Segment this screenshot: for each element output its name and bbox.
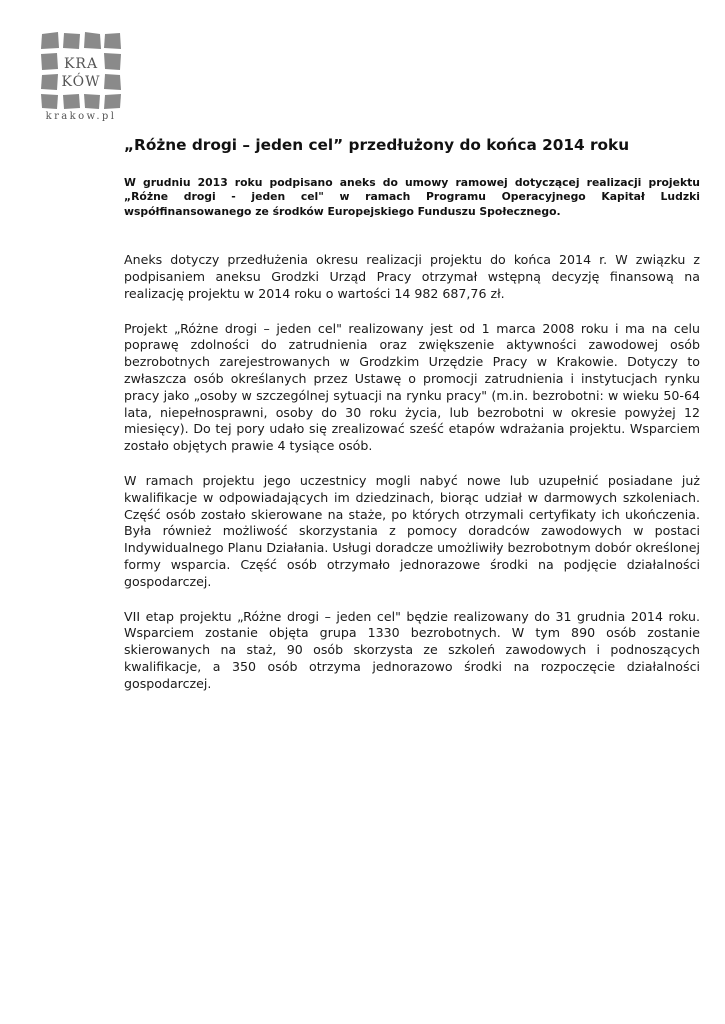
logo-text-line1: KRA bbox=[63, 56, 99, 72]
article-paragraph-4: VII etap projektu „Różne drogi – jeden cel" będzie realizowany do 31 grudnia 2014 roku. Wsparciem zostanie objęta grupa 1330 bezrobotnych. W tym 890 osób zostanie skierowanych na staż, 90 osób skorzysta ze szkoleń zawodowych i podnoszących kwalifikacje, a 350 osób otrzyma jednorazowo środki na rozpoczęcie działalności gospodarczej. bbox=[124, 608, 700, 691]
article-paragraph-2: Projekt „Różne drogi – jeden cel" realizowany jest od 1 marca 2008 roku i ma na celu poprawę zdolności do zatrudnienia oraz zwiększenie aktywności zawodowej osób bezrobotnych zarejestrowanych w Grodzkim Urzędzie Pracy w Krakowie. Dotyczy to zwłaszcza osób określanych przez Ustawę o promocji zatrudnienia i instytucjach rynku pracy jako „osoby w szczególnej sytuacji na rynku pracy" (m.in. bezrobotni: w wieku 50-64 lata, niepełnosprawni, osoby do 30 roku życia, lub bezrobotni w okresie powyżej 12 miesięcy). Do tej pory udało się zrealizować sześć etapów wdrażania projektu. Wsparciem zostało objętych prawie 4 tysiące osób. bbox=[124, 320, 700, 454]
logo-caption: krakow.pl bbox=[45, 111, 117, 122]
article bbox=[124, 134, 700, 711]
article-title: „Różne drogi – jeden cel” przedłużony do końca 2014 roku bbox=[124, 136, 630, 154]
krakow-logo bbox=[36, 28, 126, 128]
article-paragraph-3: W ramach projektu jego uczestnicy mogli nabyć nowe lub uzupełnić posiadane już kwalifikacje w odpowiadających im dziedzinach, biorąc udział w darmowych szkoleniach. Część osób zostało skierowane na staże, po których otrzymali certyfikaty ich ukończenia. Była również możliwość skorzystania z pomocy doradców zawodowych w postaci Indywidualnego Planu Działania. Usługi doradcze umożliwiły bezrobotnym dobór określonej formy wsparcia. Część osób otrzymało jednorazowe środki na podjęcie działalności gospodarczej. bbox=[124, 472, 700, 589]
article-paragraph-1: Aneks dotyczy przedłużenia okresu realizacji projektu do końca 2014 r. W związku z podpisaniem aneksu Grodzki Urząd Pracy otrzymał wstępną decyzję finansową na realizację projektu w 2014 roku o wartości 14 982 687,76 zł. bbox=[124, 252, 700, 301]
krakow-logo-mark bbox=[36, 28, 126, 112]
logo-text-line2: KÓW bbox=[61, 74, 101, 90]
article-lead: W grudniu 2013 roku podpisano aneks do umowy ramowej dotyczącej realizacji projektu „Różne drogi - jeden cel" w ramach Programu Operacyjnego Kapitał Ludzki współfinansowanego ze środków Europejskiego Funduszu Społecznego. bbox=[124, 176, 700, 218]
